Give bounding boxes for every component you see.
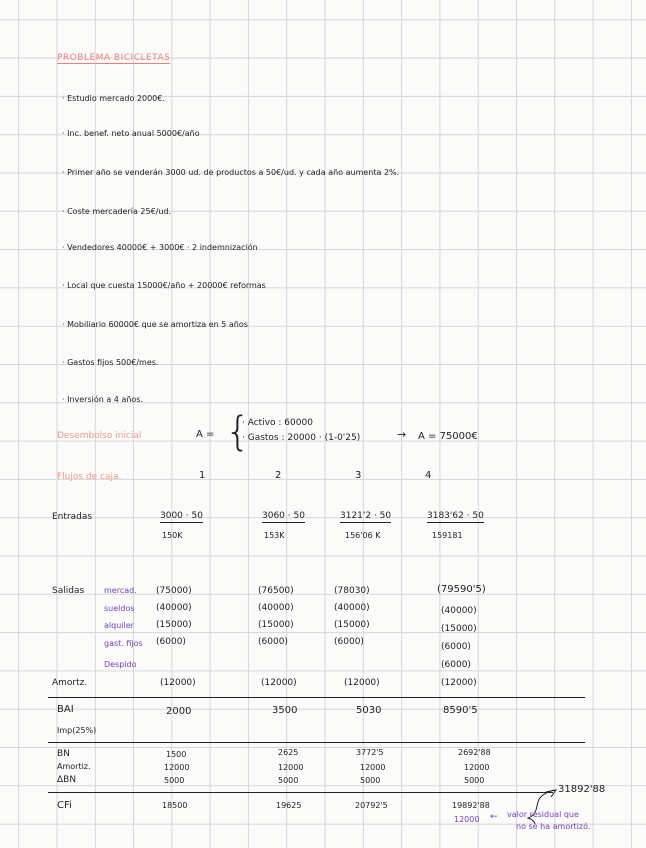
bai-1: 2000 — [166, 706, 192, 717]
cf-1: 18500 — [162, 801, 188, 810]
salidas-c1-r4: (6000) — [156, 637, 186, 647]
note-arrow: ← — [490, 812, 498, 822]
cf-3: 20792'5 — [355, 801, 388, 810]
entradas-bottom-3: 156'06 K — [345, 531, 381, 540]
amortiz2-4: 12000 — [464, 763, 490, 772]
entradas-bottom-4: 159181 — [432, 531, 463, 540]
salidas-sub-mercad: mercad. — [104, 586, 137, 595]
salidas-c4-r4: (6000) — [441, 642, 471, 652]
desembolso-gastos: · Gastos : 20000 · (1-0'25) — [242, 433, 361, 443]
flujos-label: Flujos de caja. — [57, 472, 122, 482]
amortiz2-1: 12000 — [164, 763, 190, 772]
cf-label: CFi — [57, 800, 72, 811]
entradas-top-3: 3121'2 · 50 — [340, 511, 392, 521]
salidas-c3-r4: (6000) — [334, 637, 364, 647]
amortz-label: Amortz. — [52, 678, 88, 688]
salidas-c2-r4: (6000) — [258, 637, 288, 647]
bai-4: 8590'5 — [443, 705, 478, 716]
desembolso-arrow: → — [397, 428, 407, 441]
page-title: PROBLEMA BICICLETAS — [57, 53, 171, 63]
salidas-c2-r2: (40000) — [258, 603, 294, 613]
note-line1: valor residual que — [507, 810, 579, 819]
item-ventas: · Primer año se venderán 3000 ud. de productos a 50€/ud. y cada año aumenta 2%. — [62, 168, 400, 177]
desembolso-brace: { — [225, 409, 251, 455]
bai-2: 3500 — [272, 705, 298, 716]
entradas-label: Entradas — [52, 512, 93, 522]
salidas-label: Salidas — [52, 586, 85, 596]
salidas-c1-r1: (75000) — [156, 586, 192, 596]
item-gastos: · Gastos fijos 500€/mes. — [62, 358, 159, 367]
bn-label: BN — [57, 749, 70, 759]
salidas-sub-despido: Despido — [104, 660, 137, 669]
salidas-c4-r2: (40000) — [441, 606, 477, 616]
divider-bai — [48, 697, 585, 698]
entradas-top-4: 3183'62 · 50 — [427, 511, 484, 521]
salidas-sub-alquiler: alquiler — [104, 621, 134, 630]
salidas-c3-r2: (40000) — [334, 603, 370, 613]
salidas-sub-gastos: gast. fijos — [104, 639, 143, 648]
amortiz2-2: 12000 — [278, 763, 304, 772]
dbn-1: 5000 — [164, 776, 185, 785]
year-1: 1 — [199, 470, 206, 481]
bn-1: 1500 — [166, 750, 187, 759]
item-inversion: · Inversión a 4 años. — [62, 395, 144, 404]
salidas-c2-r3: (15000) — [258, 620, 294, 630]
bn-2: 2625 — [278, 748, 299, 757]
item-mobiliario: · Mobiliario 60000€ que se amortiza en 5 años — [62, 320, 248, 329]
amortz-1: (12000) — [160, 678, 196, 688]
entradas-top-1: 3000 · 50 — [160, 511, 203, 521]
salidas-c4-r5: (6000) — [441, 660, 471, 670]
amortz-3: (12000) — [344, 678, 380, 688]
item-coste: · Coste mercadería 25€/ud. — [62, 207, 172, 216]
item-estudio: · Estudio mercado 2000€. — [62, 94, 165, 103]
item-local: · Local que cuesta 15000€/año + 20000€ reformas — [62, 281, 266, 290]
salidas-c3-r1: (78030) — [334, 586, 370, 596]
salidas-c1-r3: (15000) — [156, 620, 192, 630]
entradas-top-2: 3060 · 50 — [262, 511, 305, 521]
dbn-2: 5000 — [278, 776, 299, 785]
divider-bn — [48, 742, 585, 743]
year-4: 4 — [425, 470, 432, 481]
salidas-c3-r3: (15000) — [334, 620, 370, 630]
amortz-2: (12000) — [261, 678, 297, 688]
bn-4: 2692'88 — [458, 748, 491, 757]
salidas-c2-r1: (76500) — [258, 586, 294, 596]
desembolso-result: A = 75000€ — [418, 431, 478, 442]
salidas-c1-r2: (40000) — [156, 603, 192, 613]
desembolso-label: Desembolso inicial — [57, 431, 142, 441]
desembolso-activo: · Activo : 60000 — [242, 418, 313, 428]
amortiz2-3: 12000 — [360, 763, 386, 772]
note-line2: no se ha amortizó. — [516, 822, 591, 831]
item-beneficio: · Inc. benef. neto anual 5000€/año — [62, 129, 200, 138]
salidas-c4-r3: (15000) — [441, 624, 477, 634]
divider-cf — [48, 792, 553, 793]
dbn-label: ΔBN — [57, 775, 77, 785]
dbn-3: 5000 — [360, 776, 381, 785]
bn-3: 3772'5 — [356, 748, 384, 757]
note-total: 31892'88 — [558, 784, 606, 795]
amortz-4: (12000) — [441, 678, 477, 688]
dbn-4: 5000 — [464, 776, 485, 785]
imp-label: Imp(25%) — [57, 726, 97, 735]
amortiz2-label: Amortiz. — [57, 762, 91, 771]
salidas-c4-r1: (79590'5) — [437, 584, 486, 595]
entradas-bottom-1: 150K — [162, 531, 183, 540]
bai-label: BAI — [57, 704, 74, 715]
year-2: 2 — [275, 470, 282, 481]
salidas-sub-sueldos: sueldos — [104, 604, 135, 613]
desembolso-a-eq: A = — [196, 429, 215, 440]
entradas-bottom-2: 153K — [264, 531, 285, 540]
cf-2: 19625 — [276, 801, 302, 810]
year-3: 3 — [355, 470, 362, 481]
cf-4: 19892'88 — [452, 801, 490, 810]
item-vendedores: · Vendedores 40000€ + 3000€ · 2 indemnización — [62, 243, 258, 252]
bai-3: 5030 — [356, 705, 382, 716]
note-value: 12000 — [454, 815, 480, 824]
